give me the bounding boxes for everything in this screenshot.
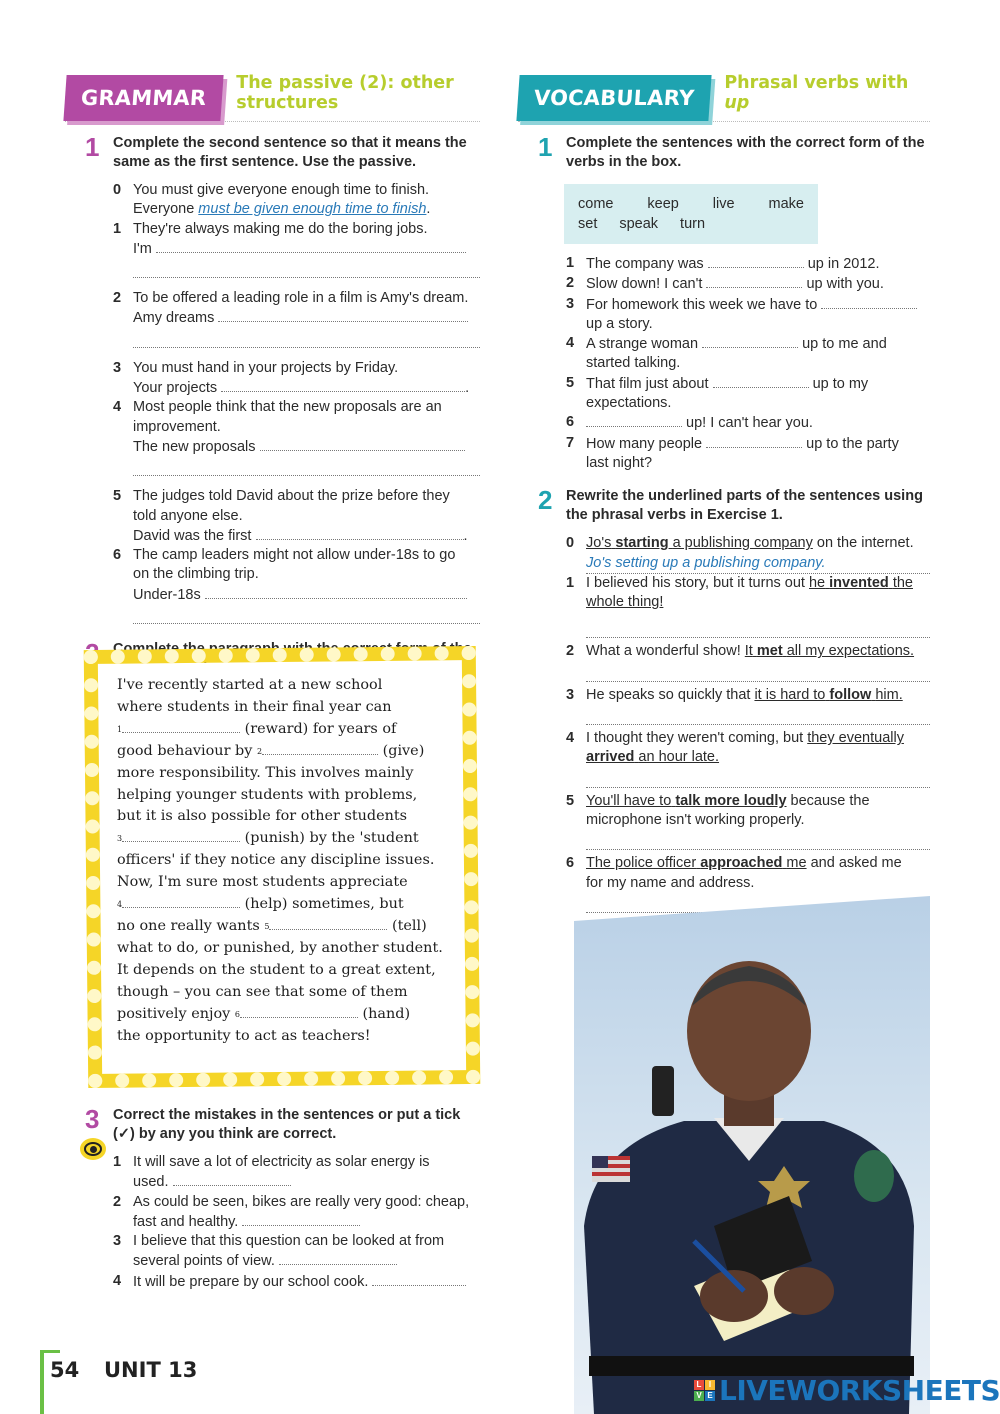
exercise-instruction: Complete the second sentence so that it means the same as the first sentence. Use the passive.: [113, 135, 467, 170]
item-text: It will be prepare by our school cook.: [133, 1273, 369, 1290]
list-item: [113, 289, 480, 348]
item-text: You must hand in your projects by Friday.: [133, 359, 399, 376]
grammar-ex1-items: [113, 181, 480, 624]
answer-input[interactable]: [713, 374, 809, 388]
grammar-tag: GRAMMAR: [63, 75, 223, 121]
item-text: What a wonderful show!: [586, 643, 741, 660]
item-text: and asked me: [810, 855, 902, 872]
answer-input[interactable]: [586, 768, 930, 788]
answer-input[interactable]: [586, 612, 930, 638]
grammar-column: [65, 70, 480, 678]
word-box: [564, 184, 818, 244]
exercise-number: 3: [85, 1104, 100, 1134]
page-number: 54: [50, 1358, 80, 1382]
item-text: up in 2012.: [807, 256, 880, 272]
grammar-subtitle: The passive (2): other structures: [236, 73, 454, 113]
item-text: I believe that this question can be looked at from: [133, 1233, 445, 1250]
example-answer: Jo's setting up a publishing company.: [586, 554, 930, 574]
item-number: 4: [566, 730, 575, 747]
item-text: For homework this week we have to: [586, 296, 818, 313]
list-item: [566, 534, 930, 574]
subtitle-emphasis: up: [724, 93, 750, 113]
item-number: 0: [113, 182, 122, 198]
gap-input-2[interactable]: [262, 741, 378, 755]
list-item: [566, 729, 930, 788]
answer-input[interactable]: [205, 585, 467, 599]
footer-accent: [40, 1350, 44, 1414]
underlined-text: he: [808, 574, 826, 591]
bold-verb: approached: [700, 855, 783, 872]
grammar-ex3-items: [113, 1153, 480, 1292]
exercise-number: 1: [85, 132, 100, 162]
list-item: [113, 398, 480, 476]
gap-number: 1: [117, 724, 123, 734]
word-option: speak: [619, 216, 659, 232]
brand-name: LIVEWORKSHEETS: [719, 1374, 1000, 1407]
list-item: [566, 295, 930, 335]
exercise-2-header: [518, 487, 930, 525]
paragraph-line: no one really wants: [117, 917, 260, 934]
paragraph-line: helping younger students with problems,: [117, 786, 418, 803]
underlined-text: me: [786, 855, 807, 872]
underlined-text: Jo's: [586, 535, 612, 552]
paragraph-line: Now, I'm sure most students appreciate: [117, 874, 408, 891]
underlined-text: You'll have to: [586, 792, 672, 809]
vocabulary-subtitle: [724, 73, 930, 113]
grammar-exercise-3: [65, 1106, 480, 1292]
answer-input[interactable]: [256, 526, 464, 540]
item-text: told anyone else.: [133, 507, 243, 524]
list-item: [566, 374, 930, 414]
police-officer-photo: [574, 896, 930, 1414]
answer-input[interactable]: [586, 830, 930, 850]
word-option: set: [578, 216, 598, 232]
item-number: 7: [566, 434, 575, 451]
list-item: [113, 546, 480, 624]
item-number: 4: [113, 1272, 122, 1289]
item-number: 3: [566, 686, 575, 703]
paragraph-line: what to do, or punished, by another student.: [117, 939, 443, 956]
list-item: 3 You must hand in your projects by Friday. Your projects .: [113, 359, 480, 399]
item-number: 2: [566, 275, 575, 292]
liveworksheets-logo[interactable]: [694, 1374, 1000, 1407]
item-text: up to the party: [806, 435, 899, 452]
police-officer-illustration: [574, 896, 930, 1414]
paragraph-line: It depends on the student to a great extent,: [117, 961, 436, 978]
item-text: used.: [133, 1174, 169, 1191]
list-item: [113, 1272, 480, 1292]
item-number: 4: [113, 399, 122, 416]
item-text: improvement.: [133, 418, 221, 435]
word-option: come: [578, 196, 614, 212]
item-prefix: Amy dreams: [133, 310, 215, 327]
answer-input[interactable]: [586, 662, 930, 682]
item-text: up to my: [812, 375, 869, 392]
item-text: The company was: [586, 256, 704, 272]
item-text: To be offered a leading role in a film is Amy's dream.: [133, 290, 469, 307]
list-item: [566, 274, 930, 294]
answer-input[interactable]: [586, 413, 682, 427]
gap-input-5[interactable]: [269, 916, 387, 930]
item-text: on the internet.: [816, 535, 914, 552]
answer-input[interactable]: [821, 295, 917, 309]
item-number: 1: [113, 1154, 122, 1170]
paragraph-line: officers' if they notice any discipline issues.: [117, 852, 435, 869]
logo-letter: V: [694, 1391, 704, 1401]
item-text: up a story.: [586, 315, 653, 332]
answer-input[interactable]: [706, 274, 802, 288]
answer-input[interactable]: [156, 239, 466, 253]
answer-input[interactable]: [702, 334, 798, 348]
item-number: 1: [566, 574, 575, 591]
answer-input[interactable]: [133, 605, 480, 624]
underlined-text: it is hard to: [754, 686, 826, 703]
item-number: 6: [113, 547, 122, 564]
footer-accent-line: [40, 1350, 60, 1353]
item-text: fast and healthy.: [133, 1213, 239, 1230]
item-text: The judges told David about the prize before they: [133, 488, 450, 505]
bold-verb: arrived: [586, 749, 635, 766]
answer-input[interactable]: [133, 329, 480, 348]
item-number: 2: [566, 643, 575, 660]
grammar-header: [65, 70, 480, 122]
item-text: That film just about: [586, 375, 709, 392]
underlined-text: him.: [875, 686, 903, 703]
paragraph-line: good behaviour by: [117, 742, 253, 759]
list-item: [113, 220, 480, 279]
answer-input[interactable]: [242, 1212, 360, 1226]
answer-input[interactable]: [221, 378, 465, 392]
gap-number: 4: [117, 900, 123, 910]
gap-input-4[interactable]: [122, 894, 240, 908]
underlined-text: an hour late.: [638, 749, 720, 766]
subtitle-text: Phrasal verbs with: [724, 73, 909, 93]
item-prefix: The new proposals: [133, 438, 256, 455]
item-text: I thought they weren't coming, but: [586, 730, 804, 747]
item-text: The camp leaders might not allow under-18s to go: [133, 547, 456, 564]
answer-input[interactable]: [260, 437, 465, 451]
list-item: [566, 334, 930, 374]
item-text: It will save a lot of electricity as solar energy is: [133, 1154, 430, 1170]
item-text: several points of view.: [133, 1253, 275, 1270]
underlined-text: all my expectations.: [786, 643, 915, 660]
list-item: [113, 1232, 480, 1272]
item-text: because the: [790, 792, 870, 809]
vocab-ex1-items: [566, 254, 930, 473]
item-number: 3: [113, 359, 122, 376]
item-text: expectations.: [586, 395, 672, 412]
item-number: 6: [566, 855, 575, 872]
item-prefix: Everyone: [133, 201, 195, 218]
list-item: 0 You must give everyone enough time to finish. Everyone must be given enough time to finish.: [113, 181, 480, 220]
item-prefix: David was the first: [133, 527, 252, 544]
answer-input[interactable]: [708, 254, 804, 268]
item-text: You must give everyone enough time to finish.: [133, 182, 430, 198]
exercise-instruction: Correct the mistakes in the sentences or put a tick (✓) by any you think are correct.: [113, 1107, 461, 1142]
list-item: [566, 413, 930, 433]
paragraph-line: the opportunity to act as teachers!: [117, 1027, 371, 1044]
item-text: I believed his story, but it turns out: [586, 574, 805, 591]
item-number: 1: [113, 220, 122, 237]
list-item: [566, 574, 930, 639]
verb-cue: (hand): [362, 1005, 411, 1022]
list-item: [566, 792, 930, 851]
paragraph-line: though – you can see that some of them: [117, 983, 408, 1000]
item-text: up with you.: [806, 276, 884, 293]
word-option: live: [712, 196, 735, 212]
paragraph-line: positively enjoy: [117, 1005, 231, 1022]
vocabulary-header: [518, 70, 930, 122]
gap-input-6[interactable]: [240, 1004, 358, 1018]
item-text: started talking.: [586, 355, 681, 372]
item-number: 3: [566, 295, 575, 312]
item-number: 5: [566, 374, 575, 391]
item-text: microphone isn't working properly.: [586, 811, 805, 828]
logo-letter: I: [705, 1380, 715, 1390]
item-text: last night?: [586, 454, 653, 471]
exercise-instruction: Rewrite the underlined parts of the sentences using the phrasal verbs in Exercise 1.: [566, 488, 923, 524]
item-number: 0: [566, 535, 575, 552]
exercise-3-header: [65, 1106, 480, 1144]
item-number: 2: [113, 1193, 122, 1210]
verb-cue: (tell): [392, 917, 427, 934]
item-prefix: Your projects: [133, 380, 218, 397]
exercise-instruction: Complete the sentences with the correct form of the verbs in the box.: [566, 135, 925, 170]
underlined-text: whole thing!: [586, 594, 664, 611]
gap-number: 2: [256, 746, 263, 756]
item-number: 1: [566, 255, 575, 271]
list-item: [566, 434, 930, 474]
logo-letter: E: [705, 1391, 715, 1401]
list-item: [113, 1153, 480, 1193]
answer-input[interactable]: [173, 1172, 291, 1186]
answer-input[interactable]: [706, 434, 802, 448]
list-item: [566, 686, 930, 725]
verb-cue: (reward) for years of: [244, 720, 397, 737]
item-prefix: I'm: [133, 240, 152, 257]
item-text: Most people think that the new proposals are an: [133, 399, 442, 416]
bold-verb: starting: [615, 535, 669, 552]
list-item: [113, 1193, 480, 1233]
item-number: 2: [113, 290, 122, 307]
gap-number: 3: [117, 834, 123, 844]
gap-input-1[interactable]: [122, 719, 240, 733]
underlined-text: a publishing company: [672, 535, 813, 552]
logo-letter: L: [694, 1380, 704, 1390]
item-text: for my name and address.: [586, 874, 755, 891]
bold-verb: invented: [829, 574, 889, 591]
gap-number: 5: [264, 921, 270, 931]
gap-fill-paragraph: [117, 675, 447, 1047]
list-item: [566, 642, 930, 681]
bold-verb: met: [756, 643, 783, 660]
exercise-number: 1: [538, 132, 553, 162]
paragraph-line: I've recently started at a new school: [117, 677, 383, 693]
word-option: make: [768, 196, 804, 212]
list-item: [566, 254, 930, 274]
item-text: Slow down! I can't: [586, 276, 703, 293]
example-answer: must be given enough time to finish: [198, 201, 427, 218]
gap-input-3[interactable]: [122, 828, 240, 842]
item-text: How many people: [586, 435, 703, 452]
paragraph-line: more responsibility. This involves mainly: [117, 764, 414, 781]
liveworksheets-icon: [694, 1380, 715, 1401]
underlined-text: the: [892, 574, 913, 591]
answer-input[interactable]: [133, 457, 480, 476]
exercise-1-header: [65, 134, 480, 172]
item-text: up to me and: [802, 336, 887, 353]
verb-cue: (give): [382, 742, 425, 759]
underlined-text: they eventually: [807, 730, 904, 747]
answer-input[interactable]: [279, 1251, 397, 1265]
item-text: on the climbing trip.: [133, 566, 259, 583]
item-number: 5: [566, 792, 575, 809]
answer-input[interactable]: [586, 705, 930, 725]
vocabulary-tag: VOCABULARY: [516, 75, 712, 121]
vocab-ex2-items: [566, 534, 930, 913]
item-text: A strange woman: [586, 336, 699, 353]
exercise-number: 2: [538, 485, 553, 516]
verb-cue: (punish) by the 'student: [244, 830, 419, 847]
vocabulary-column: [518, 70, 930, 913]
unit-label: UNIT 13: [104, 1358, 198, 1382]
paragraph-line: where students in their final year can: [117, 698, 392, 715]
item-text: up! I can't hear you.: [686, 415, 813, 432]
word-option: keep: [647, 196, 679, 212]
verb-cue: (help) sometimes, but: [244, 896, 404, 913]
item-number: 5: [113, 488, 122, 505]
item-number: 6: [566, 414, 575, 431]
item-prefix: Under-18s: [133, 586, 201, 603]
item-text: As could be seen, bikes are really very good: cheap,: [133, 1193, 470, 1210]
answer-input[interactable]: [372, 1272, 466, 1286]
list-item: 5 The judges told David about the prize before they told anyone else. David was the first .: [113, 487, 480, 546]
item-number: 3: [113, 1233, 122, 1250]
underlined-text: It: [744, 643, 753, 660]
gap-number: 6: [234, 1009, 240, 1019]
paragraph-line: but it is also possible for other students: [117, 808, 408, 825]
underlined-text: The police officer: [586, 855, 697, 872]
word-option: turn: [680, 216, 706, 232]
bold-verb: talk more loudly: [675, 792, 787, 809]
eye-icon: [80, 1138, 106, 1160]
bold-verb: follow: [829, 686, 872, 703]
item-text: They're always making me do the boring jobs.: [133, 220, 428, 237]
answer-input[interactable]: [218, 308, 468, 322]
exercise-1-header: [518, 134, 930, 172]
item-text: He speaks so quickly that: [586, 686, 751, 703]
item-number: 4: [566, 335, 575, 352]
answer-input[interactable]: [133, 259, 480, 278]
